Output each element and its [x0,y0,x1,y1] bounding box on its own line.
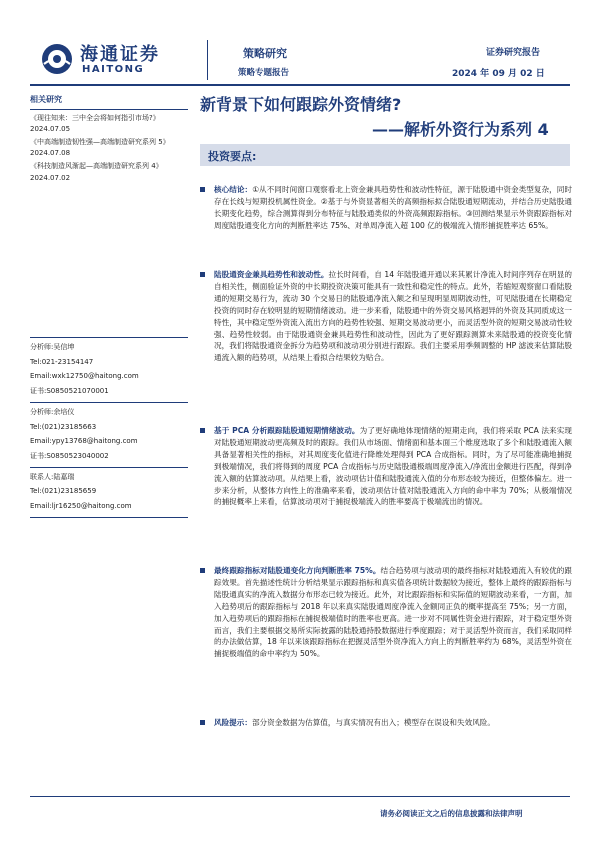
analyst-email[interactable]: Email:ypy13768@haitong.com [30,437,138,446]
key-point-text [214,184,572,232]
related-item[interactable]: 《中高端制造韧性强—高端制造研究系列 5》2024.07.08 [30,137,170,158]
related-item[interactable]: 《科技制造风渐起—高端制造研究系列 4》2024.07.02 [30,161,163,182]
key-point [200,565,572,660]
analyst-tel: Tel:(021)23185663 [30,422,97,431]
key-point [200,717,572,729]
key-point-body: 结合趋势项与波动项的最终指标对陆股通流入有较优的跟踪效果。首先描述性统计分析结果显示跟踪指标和真实值各项统计数据较为接近，整体上最终的跟踪指标与陆股通真实的净流入数据分布形态已较为接近。此外，对比跟踪指标和实际值的短期波动来看，一方面，加入趋势项后的跟踪指标与 2018 年以来真实陆股通周度净流入金额同正负的概率提高至 75%；另一方面，加入趋势项后的跟踪指标在捕捉极端值时的胜率也更高。进一步对不同属性资金进行跟踪，对于稳定型外资而言，我们主要根据交易所实际披露的陆股通持股数据进行季度跟踪；对于灵活型外资而言，我们采取同样的办法做估算，18 年以来该跟踪指标在把握灵活型外资净流入方向上的判断胜率约为 68%，灵活型外资在捕捉极端值的命中率约为 50%。 [214,566,572,659]
header-rule [30,84,570,86]
contact-tel: Tel:(021)23185659 [30,487,97,496]
analyst-tel: Tel:021-23154147 [30,357,94,366]
sub-section-label: 策略专题报告 [238,68,290,78]
analyst-block [30,334,188,520]
analyst-email[interactable]: Email:wxk12750@haitong.com [30,372,139,381]
contact-name: 联系人:陆嘉瑞 [30,472,75,481]
bullet-square-icon [200,272,205,277]
analyst-name: 分析师:吴信坤 [30,343,75,351]
key-point-text [214,565,572,660]
divider [30,109,188,110]
key-point-text [214,269,572,364]
header-divider [207,40,208,80]
report-type-label: 证券研究报告 [486,48,541,58]
key-point-body: 部分资金数据为估算值，与真实情况有出入；模型存在误设和失效风险。 [251,718,495,727]
bullet-square-icon [200,428,205,433]
section-label: 策略研究 [243,47,287,60]
key-point [200,269,572,364]
key-point-lead: 最终跟踪指标对陆股通变化方向判断胜率 75%。 [214,566,381,575]
bullet-square-icon [200,720,205,725]
divider [30,402,188,403]
bullet-square-icon [200,568,205,573]
key-point [200,425,572,508]
key-point [200,184,572,232]
key-points-bar [200,144,570,166]
report-date: 2024 年 09 月 02 日 [452,69,545,79]
footer-disclaimer[interactable]: 请务必阅读正文之后的信息披露和法律声明 [380,809,523,818]
key-point-body: 拉长时间看，自 14 年陆股通开通以来其累计净流入时间序列存在明显的自相关性，侧面验证外资的中长期投资决策可能具有一致性和稳定性的特点。此外，若缩短观察窗口看陆股通的短期交易行为，流动 30 个交易日的陆股通净流入额之和呈现明显周期波动性，可见陆股通在长期稳定投资的同时存在较明显的短期情绪波动。进一步来看，陆股通中的外资交易风格迥异的外资及其同质成这一特性，其中稳定型外资流入流出方向的趋势性较强、短期交易波动更小，而灵活型外资的短期交易波动性较强、趋势性较弱。由于陆股通资金兼具趋势性和波动性，因此为了更好跟踪测算未来陆股通的投资变化情况，我们将陆股通资金拆分为趋势项和波动项分别进行跟踪。我们主要采用季频调整的 HP 滤波来估算陆股通流入额的趋势项，从结果上看拟合结果较为贴合。 [214,270,572,363]
key-point-lead: 基于 PCA 分析跟踪陆股通短期情绪波动。 [214,426,360,435]
report-subtitle: ——解析外资行为系列 4 [372,120,549,139]
divider [30,517,188,518]
analyst-cert: 证书:S0850521070001 [30,387,109,396]
analyst-cert: 证书:S0850523040002 [30,451,109,460]
bullet-square-icon [200,187,205,192]
key-point-lead: 核心结论： [214,185,253,194]
footer-rule [30,796,570,797]
report-title: 新背景下如何跟踪外资情绪? [200,95,402,114]
brand-name-en: HAITONG [82,64,145,75]
key-point-lead: 风险提示： [214,718,252,727]
divider [30,337,188,338]
related-item[interactable]: 《现往知来：三中全会将如何指引市场?》2024.07.05 [30,113,160,134]
key-point-text [214,425,572,508]
contact-email[interactable]: Email:ljr16250@haitong.com [30,502,132,511]
haitong-logo-icon [40,42,74,76]
divider [30,467,188,468]
brand-name-cn: 海通证券 [80,44,160,65]
analyst-name: 分析师:余培仪 [30,407,75,416]
related-research-title: 相关研究 [30,95,62,104]
key-point-body: 为了更好确地体现情绪的短期走向，我们将采取 PCA 法来实现对陆股通短期波动更高频及时的跟踪。我们从市场面、情绪面和基本面三个维度选取了多个和陆股通流入额具备显著相关性的指标，对其周度变化值进行降维处理得到 PCA 合成指标。同时，为了尽可能准确地捕捉到极端情况，我们将得到的周度 PCA 合成指标与历史陆股通极端周度净流入/净流出金额进行匹配，得到净流入额的估算波动项。从结果上看，波动项估计值和陆股通流入值的分布形态较为接近，但整体偏左。进一步来分析，从整体方向性上的准确率来看，波动项估计值对陆股通流入方向的命中率为 70%；从极端情况的捕捉概率上来看，估算波动项对于捕捉极端流入的胜率要高于极端流出的情况。 [214,426,572,507]
related-research [30,94,188,185]
key-point-body: ①从不同时间窗口观察看北上资金兼具趋势性和波动性特征，源于陆股通中资金类型复杂，同时存在长线与短期投机属性资金。②基于与外资显著相关的高频指标拟合陆股通短期流动，并结合历史陆股通长期变化趋势，综合测算得到分布特征与陆股通类似的外资高频跟踪指标。③回测结果显示外资跟踪指标对周度陆股通变化方向的判断胜率达 75%、对单周净流入超 100 亿的极端流入情形捕捉胜率达 65%。 [214,185,573,230]
key-points-label: 投资要点: [208,150,257,163]
key-point-text [214,717,572,729]
key-point-lead: 陆股通资金兼具趋势性和波动性。 [214,270,329,279]
